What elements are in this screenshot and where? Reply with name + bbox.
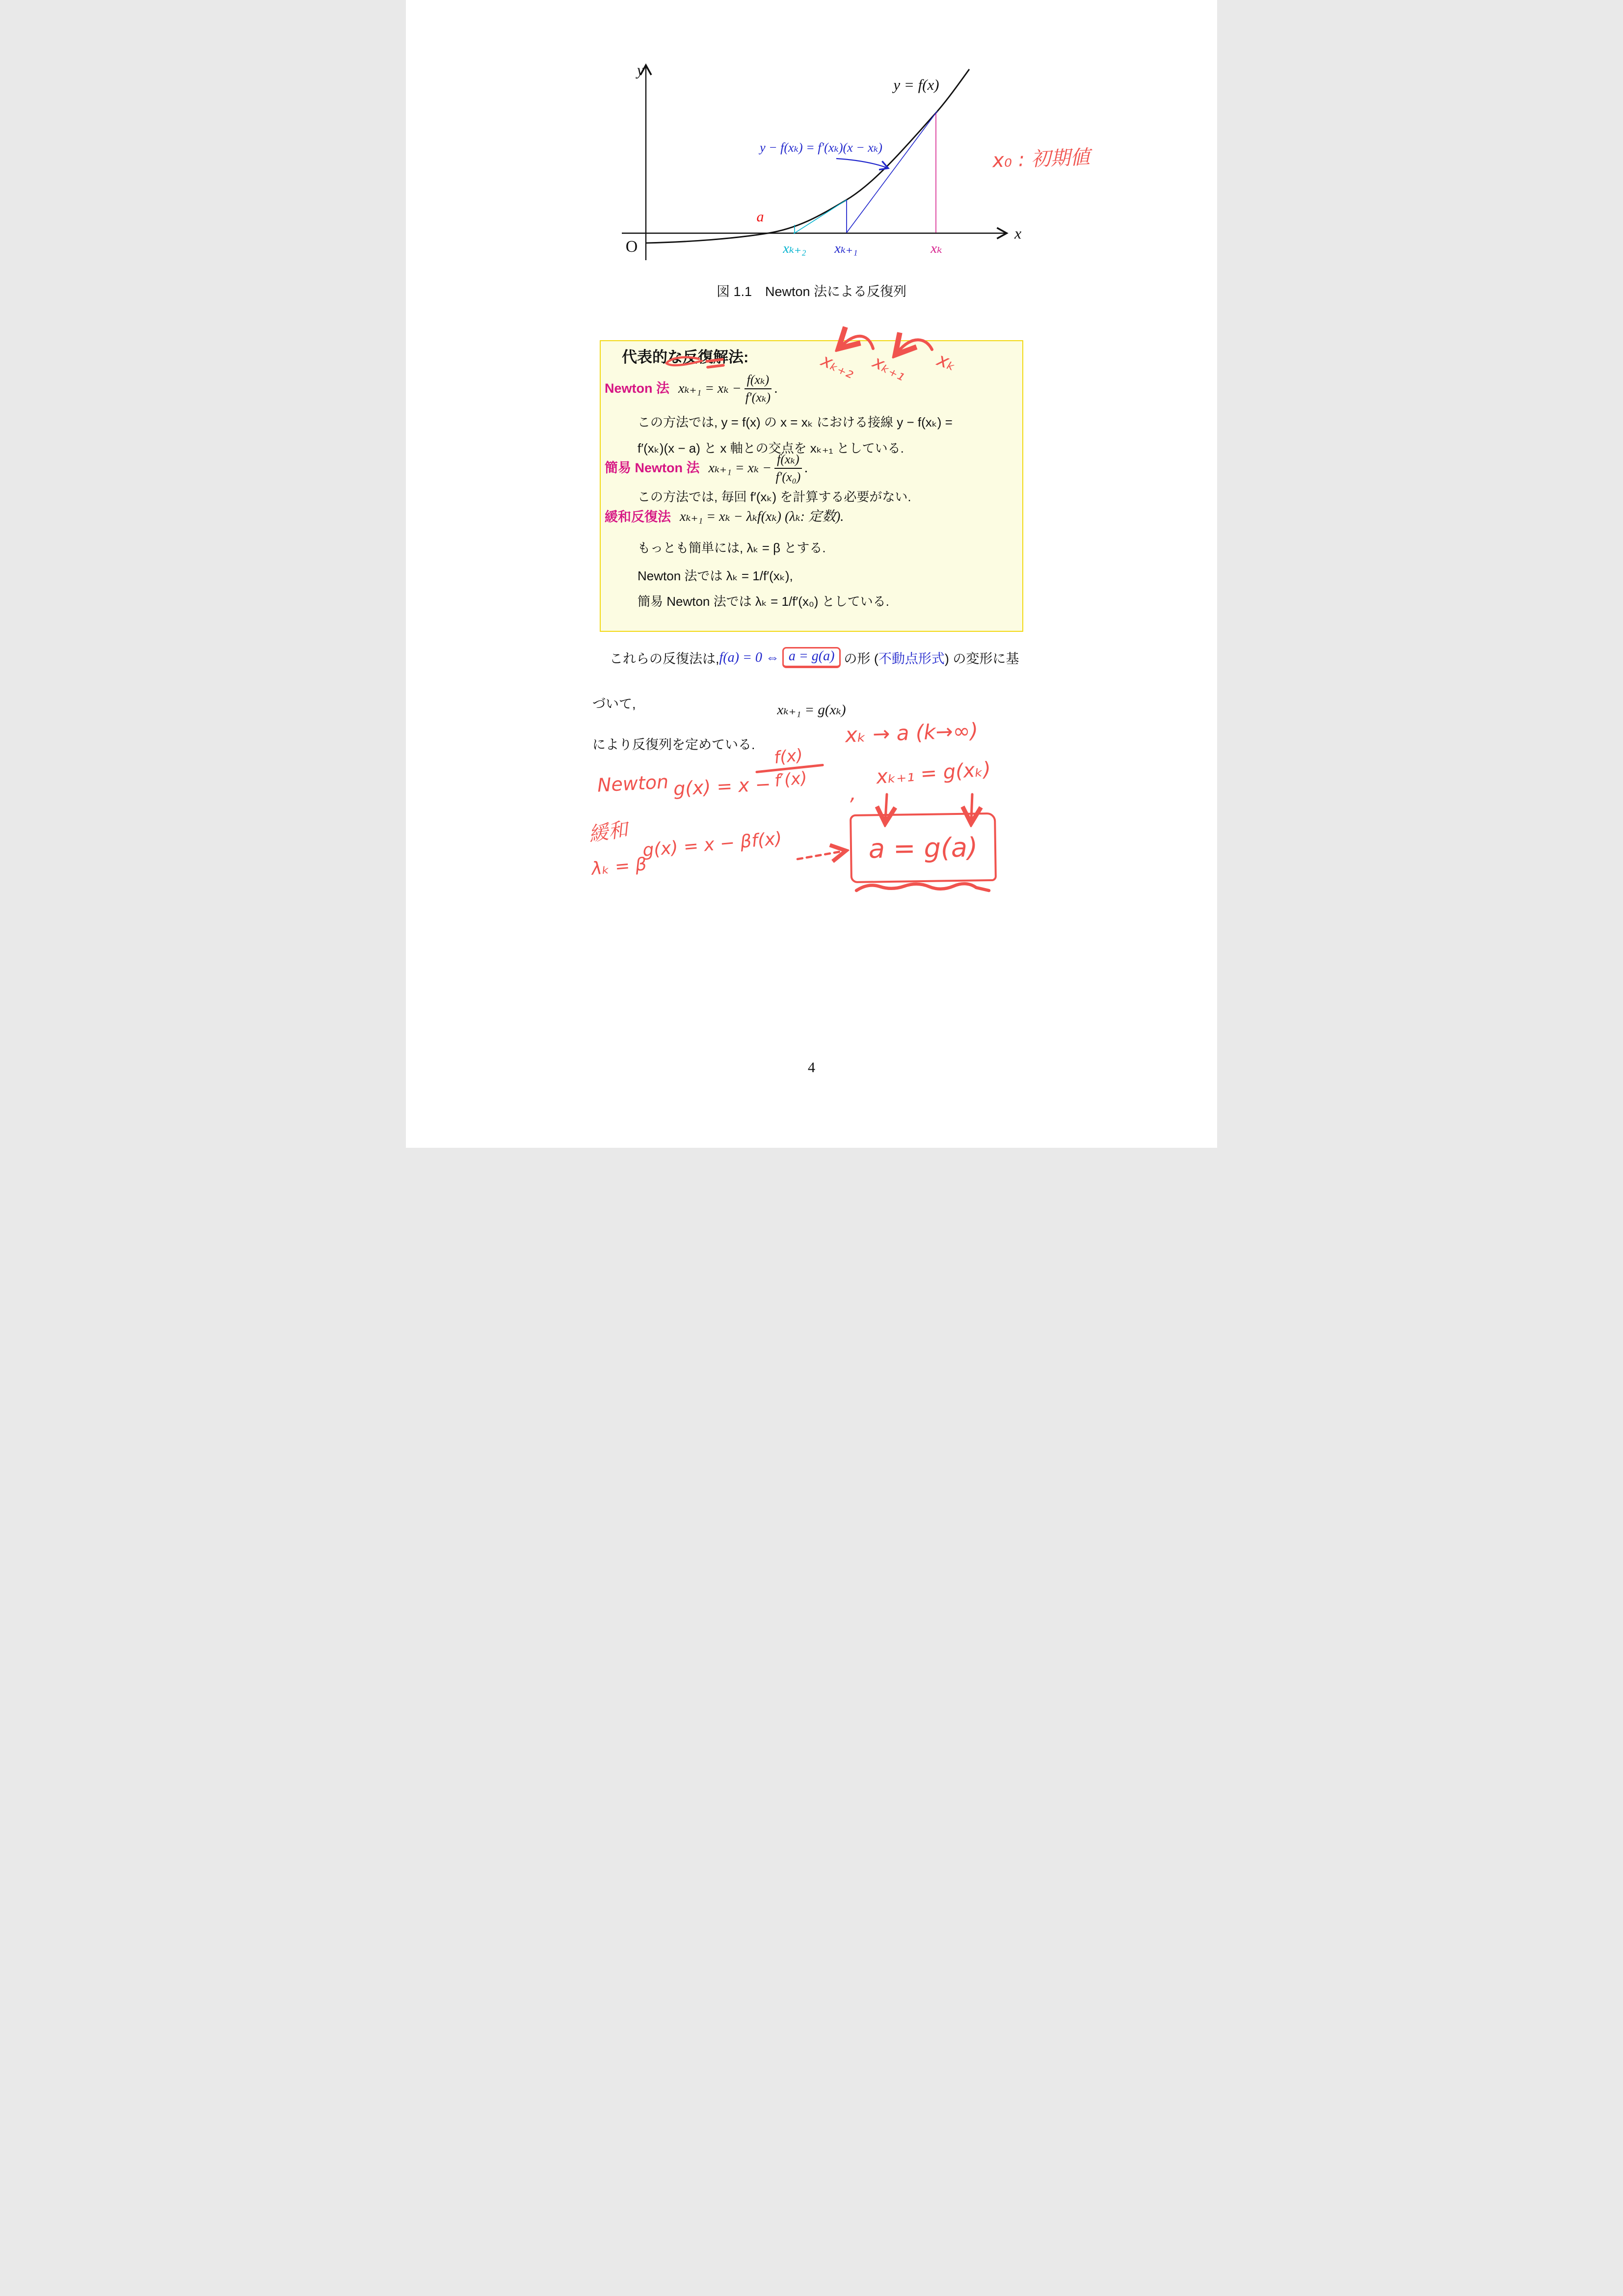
newton-description-line1: この方法では, y = f(x) の x = xₖ における接線 y − f(xₖ) = xyxy=(638,415,953,430)
simplified-newton-label: 簡易 Newton 法 xyxy=(605,460,700,476)
simplified-fraction-numerator: f(xₖ) xyxy=(774,452,802,469)
methods-box xyxy=(600,340,1023,632)
root-label: a xyxy=(756,209,764,225)
hw-comma: , xyxy=(850,783,856,805)
red-equals-mark xyxy=(707,359,723,367)
simplified-fraction-denominator: f′(x₀) xyxy=(775,469,801,484)
hw-fixed-point-equation: a = g(a) xyxy=(868,831,978,864)
hw-relaxation-g-formula: g(x) = x − βf(x) xyxy=(641,828,783,861)
tangent-line-xk1 xyxy=(794,200,847,234)
xk1-tick-label: xₖ₊₁ xyxy=(834,241,858,256)
hw-xk1-label: xₖ₊₁ xyxy=(869,351,909,385)
newton-fraction-numerator: f(xₖ) xyxy=(745,373,772,389)
hw-arrow-xk1-to-xk2 xyxy=(842,336,873,349)
hw-newton-iteration: xₖ₊₁ = g(xₖ) xyxy=(875,757,992,789)
hw-xk2-label: xₖ₊₂ xyxy=(818,350,858,383)
origin-label: O xyxy=(625,238,638,256)
fixed-point-paragraph-line1 xyxy=(610,647,1019,668)
tangent-line-xk xyxy=(847,111,937,233)
hw-newton-fraction-denominator: f′(x) xyxy=(773,768,808,791)
fixed-point-term-blue: 不動点形式 xyxy=(878,651,945,666)
function-curve xyxy=(646,69,969,243)
hw-initial-value-note: x₀ : 初期値 xyxy=(992,146,1091,172)
newton-formula-period: . xyxy=(774,380,778,396)
relaxation-description-line1: もっとも簡単には, λₖ = β とする. xyxy=(638,540,826,555)
newton-method-label: Newton 法 xyxy=(605,381,669,396)
hw-newton-word: Newton xyxy=(596,771,669,796)
relaxation-label: 緩和反復法 xyxy=(605,509,671,524)
relaxation-formula: xₖ₊₁ = xₖ − λₖf(xₖ) (λₖ: 定数). xyxy=(680,509,844,524)
paragraph-text: の形 ( xyxy=(844,651,878,666)
newton-fraction-denominator: f′(xₖ) xyxy=(745,390,771,405)
simplified-newton-row xyxy=(605,452,808,485)
hw-convergence-note: xₖ → a (k→∞) xyxy=(845,718,979,747)
figure-caption: 図 1.1 Newton 法による反復列 xyxy=(716,284,907,299)
paragraph-text: これらの反復法は, xyxy=(610,651,719,666)
simplified-formula-period: . xyxy=(804,460,808,476)
relaxation-method-row xyxy=(605,508,844,526)
newton-method-row xyxy=(605,373,778,405)
hw-arrow-xk-to-xk1 xyxy=(898,340,932,351)
newton-iteration-graph xyxy=(602,47,1024,268)
newton-description-line2: f′(xₖ)(x − a) と x 軸との交点を xₖ₊₁ としている. xyxy=(638,441,904,456)
red-underline-scribble xyxy=(664,355,732,372)
hw-xk-label: xₖ xyxy=(934,348,960,376)
fixed-point-paragraph-line3: により反復列を定めている. xyxy=(592,737,755,752)
fixed-point-paragraph-line2: づいて, xyxy=(592,697,636,711)
newton-formula-lhs: xₖ₊₁ = xₖ − xyxy=(678,380,742,396)
y-axis-label: y xyxy=(637,61,644,79)
x-axis-label: x xyxy=(1014,224,1022,242)
simplified-description: この方法では, 毎回 f′(xₖ) を計算する必要がない. xyxy=(638,489,911,504)
methods-box-heading: 代表的な反復解法: xyxy=(622,349,749,366)
hw-fixed-point-box xyxy=(850,812,997,883)
curve-equation-label: y = f(x) xyxy=(893,76,939,93)
relaxation-description-line2: Newton 法では λₖ = 1/f′(xₖ), xyxy=(638,568,793,583)
xk-tick-label: xₖ xyxy=(931,241,942,256)
hw-newton-fraction-numerator: f(x) xyxy=(773,745,804,768)
simplified-formula-lhs: xₖ₊₁ = xₖ − xyxy=(708,460,772,476)
hw-lambda-beta: λₖ = β xyxy=(590,854,648,879)
iteration-display-formula: xₖ₊₁ = g(xₖ) xyxy=(777,702,846,718)
tangent-equation-label: y − f(xₖ) = f′(xₖ)(x − xₖ) xyxy=(760,140,882,155)
hw-relaxation-word: 緩和 xyxy=(587,818,630,846)
tangent-annotation-arrow xyxy=(836,159,887,168)
hw-newton-g-lhs: g(x) = x − xyxy=(672,773,772,800)
paragraph-text: ) の変形に基 xyxy=(944,651,1019,666)
relaxation-description-line3: 簡易 Newton 法では λₖ = 1/f′(x₀) としている. xyxy=(638,594,889,609)
page-number: 4 xyxy=(808,1059,815,1076)
hw-dashed-arrow xyxy=(794,843,855,866)
xk2-tick-label: xₖ₊₂ xyxy=(783,241,806,256)
fixed-point-boxed-equation: a = g(a) xyxy=(782,647,841,668)
fixed-point-equation-blue: f(a) = 0 ⇔ xyxy=(719,649,779,665)
document-page xyxy=(406,0,1217,1148)
simplified-formula-fraction xyxy=(774,452,802,485)
newton-formula-fraction xyxy=(745,373,772,405)
hw-newton-fraction xyxy=(753,745,826,792)
hw-wavy-underline xyxy=(852,880,995,898)
